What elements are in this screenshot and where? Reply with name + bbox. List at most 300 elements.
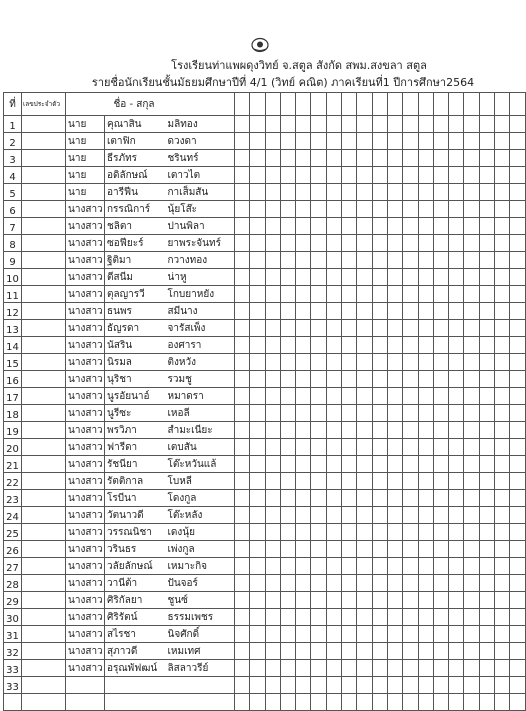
grid-cell (357, 303, 372, 320)
grid-cell (235, 592, 250, 609)
student-id-cell (22, 609, 66, 626)
grid-cell (510, 609, 525, 626)
grid-cell (342, 660, 357, 677)
grid-cell (403, 694, 418, 711)
grid-cell (296, 167, 311, 184)
grid-cell (311, 660, 326, 677)
name-prefix: นางสาว (66, 201, 105, 218)
grid-cell (296, 405, 311, 422)
grid-cell (387, 558, 402, 575)
name-prefix: นางสาว (66, 626, 105, 643)
grid-cell (403, 626, 418, 643)
grid-cell (265, 643, 280, 660)
grid-cell (433, 150, 448, 167)
table-row (4, 286, 526, 303)
last-name: สมีนาง (164, 303, 235, 320)
first-name: ธัญรดา (105, 320, 164, 337)
grid-cell (495, 252, 510, 269)
row-number: 23 (4, 490, 22, 507)
grid-cell (372, 320, 387, 337)
first-name: วัตนาวดี (105, 507, 164, 524)
table-header-row (4, 93, 526, 116)
grid-cell (342, 371, 357, 388)
row-number: 12 (4, 303, 22, 320)
grid-cell (510, 439, 525, 456)
student-id-cell (22, 201, 66, 218)
grid-cell (479, 218, 494, 235)
grid-cell (250, 252, 265, 269)
grid-cell (433, 286, 448, 303)
grid-cell (418, 116, 433, 133)
grid-cell (235, 694, 250, 711)
grid-cell (449, 677, 464, 694)
grid-cell (479, 388, 494, 405)
grid-cell (265, 507, 280, 524)
grid-cell (418, 490, 433, 507)
first-name: ซอฟียะร์ (105, 235, 164, 252)
grid-cell (403, 269, 418, 286)
grid-cell (372, 337, 387, 354)
grid-cell (372, 133, 387, 150)
grid-cell (311, 694, 326, 711)
name-prefix: นางสาว (66, 218, 105, 235)
grid-cell (372, 218, 387, 235)
grid-cell (280, 490, 295, 507)
grid-cell (433, 201, 448, 218)
grid-cell (403, 337, 418, 354)
grid-cell (479, 184, 494, 201)
grid-cell (280, 337, 295, 354)
grid-cell (387, 439, 402, 456)
grid-cell (449, 609, 464, 626)
row-number: 1 (4, 116, 22, 133)
student-id-cell (22, 643, 66, 660)
grid-cell (235, 235, 250, 252)
row-number: 3 (4, 150, 22, 167)
first-name: สุภาวดี (105, 643, 164, 660)
grid-cell (418, 337, 433, 354)
grid-cell (250, 388, 265, 405)
grid-cell (464, 609, 479, 626)
grid-cell (510, 490, 525, 507)
grid-cell (387, 218, 402, 235)
grid-cell (403, 133, 418, 150)
grid-cell (342, 405, 357, 422)
grid-cell (495, 507, 510, 524)
grid-cell (250, 422, 265, 439)
first-name: ศิริกัลยา (105, 592, 164, 609)
grid-cell (311, 133, 326, 150)
grid-cell (250, 133, 265, 150)
table-row (4, 235, 526, 252)
grid-cell (342, 609, 357, 626)
row-number: 33 (4, 660, 22, 677)
grid-cell (372, 303, 387, 320)
grid-cell (479, 371, 494, 388)
grid-cell (342, 320, 357, 337)
last-name: มลิทอง (164, 116, 235, 133)
grid-cell (495, 133, 510, 150)
grid-cell (449, 626, 464, 643)
grid-cell (479, 626, 494, 643)
grid-cell (342, 626, 357, 643)
column-header-name: ชื่อ - สกุล (105, 93, 164, 116)
grid-cell (235, 524, 250, 541)
grid-cell (387, 252, 402, 269)
first-name: นุริชา (105, 371, 164, 388)
grid-cell (311, 320, 326, 337)
grid-cell (433, 133, 448, 150)
first-name: ฟารีดา (105, 439, 164, 456)
grid-cell (387, 609, 402, 626)
row-number: 2 (4, 133, 22, 150)
student-id-cell (22, 575, 66, 592)
grid-cell (372, 541, 387, 558)
grid-header-cell (495, 93, 510, 116)
grid-cell (250, 439, 265, 456)
grid-cell (387, 456, 402, 473)
grid-cell (464, 167, 479, 184)
grid-cell (357, 286, 372, 303)
grid-cell (510, 660, 525, 677)
grid-cell (464, 524, 479, 541)
grid-cell (433, 677, 448, 694)
grid-cell (357, 558, 372, 575)
grid-cell (250, 354, 265, 371)
grid-cell (510, 371, 525, 388)
grid-header-cell (250, 93, 265, 116)
grid-cell (479, 167, 494, 184)
grid-cell (311, 507, 326, 524)
grid-cell (495, 320, 510, 337)
grid-cell (342, 167, 357, 184)
grid-cell (250, 235, 265, 252)
grid-cell (372, 150, 387, 167)
grid-cell (433, 252, 448, 269)
student-id-cell (22, 507, 66, 524)
grid-cell (418, 626, 433, 643)
grid-cell (510, 558, 525, 575)
row-number (4, 694, 22, 711)
grid-cell (464, 490, 479, 507)
grid-cell (433, 524, 448, 541)
grid-cell (403, 150, 418, 167)
grid-cell (326, 337, 341, 354)
grid-cell (433, 422, 448, 439)
first-name: อรุณพัฟฒน์ (105, 660, 164, 677)
table-row (4, 150, 526, 167)
name-prefix: นางสาว (66, 388, 105, 405)
grid-cell (357, 405, 372, 422)
last-name: เพ่งกูล (164, 541, 235, 558)
last-name: ติงหวัง (164, 354, 235, 371)
row-number: 20 (4, 439, 22, 456)
grid-cell (357, 388, 372, 405)
row-number: 22 (4, 473, 22, 490)
name-prefix: นาย (66, 116, 105, 133)
grid-cell (387, 592, 402, 609)
grid-cell (464, 507, 479, 524)
grid-cell (479, 201, 494, 218)
table-row (4, 405, 526, 422)
student-id-cell (22, 354, 66, 371)
grid-cell (357, 677, 372, 694)
grid-cell (357, 507, 372, 524)
name-prefix: นางสาว (66, 609, 105, 626)
name-prefix: นางสาว (66, 507, 105, 524)
grid-cell (235, 660, 250, 677)
grid-cell (418, 388, 433, 405)
last-name: เตาวไต (164, 167, 235, 184)
grid-cell (342, 116, 357, 133)
first-name: นิรมล (105, 354, 164, 371)
grid-cell (403, 354, 418, 371)
grid-cell (357, 201, 372, 218)
grid-cell (296, 507, 311, 524)
grid-cell (418, 677, 433, 694)
grid-cell (464, 422, 479, 439)
grid-cell (464, 303, 479, 320)
name-prefix: นาย (66, 184, 105, 201)
grid-cell (510, 252, 525, 269)
column-header-prefix-spacer (66, 93, 105, 116)
grid-cell (510, 541, 525, 558)
grid-cell (403, 320, 418, 337)
grid-cell (433, 269, 448, 286)
grid-cell (479, 575, 494, 592)
grid-cell (387, 184, 402, 201)
row-number: 33 (4, 677, 22, 694)
grid-cell (235, 558, 250, 575)
grid-cell (280, 609, 295, 626)
grid-cell (433, 303, 448, 320)
table-row (4, 609, 526, 626)
grid-cell (495, 473, 510, 490)
first-name: คุณาสิน (105, 116, 164, 133)
grid-cell (265, 388, 280, 405)
grid-cell (510, 626, 525, 643)
grid-cell (510, 524, 525, 541)
last-name: หมาดรา (164, 388, 235, 405)
grid-cell (280, 235, 295, 252)
grid-cell (311, 388, 326, 405)
grid-cell (433, 626, 448, 643)
grid-cell (311, 201, 326, 218)
grid-cell (265, 439, 280, 456)
grid-cell (387, 371, 402, 388)
row-number: 19 (4, 422, 22, 439)
grid-cell (280, 116, 295, 133)
grid-cell (372, 524, 387, 541)
row-number: 7 (4, 218, 22, 235)
grid-cell (479, 473, 494, 490)
grid-cell (449, 201, 464, 218)
grid-cell (495, 626, 510, 643)
first-name: รัชนียา (105, 456, 164, 473)
grid-cell (280, 507, 295, 524)
grid-cell (265, 626, 280, 643)
column-header-name-spacer (164, 93, 235, 116)
grid-cell (495, 405, 510, 422)
grid-cell (403, 116, 418, 133)
grid-header-cell (418, 93, 433, 116)
table-row (4, 507, 526, 524)
last-name (164, 694, 235, 711)
grid-cell (296, 660, 311, 677)
last-name: ชูนซ์ (164, 592, 235, 609)
first-name (105, 694, 164, 711)
grid-cell (403, 592, 418, 609)
student-id-cell (22, 439, 66, 456)
grid-cell (449, 269, 464, 286)
grid-cell (235, 320, 250, 337)
grid-cell (326, 184, 341, 201)
grid-cell (265, 490, 280, 507)
grid-cell (372, 490, 387, 507)
grid-header-cell (372, 93, 387, 116)
name-prefix: นางสาว (66, 354, 105, 371)
grid-cell (510, 303, 525, 320)
table-row (4, 592, 526, 609)
grid-cell (403, 490, 418, 507)
grid-cell (495, 456, 510, 473)
student-id-cell (22, 405, 66, 422)
grid-cell (510, 473, 525, 490)
first-name: ฐิติมา (105, 252, 164, 269)
grid-cell (342, 524, 357, 541)
grid-cell (449, 405, 464, 422)
grid-cell (495, 218, 510, 235)
grid-cell (357, 456, 372, 473)
grid-cell (265, 541, 280, 558)
grid-cell (418, 405, 433, 422)
grid-cell (311, 677, 326, 694)
grid-cell (372, 286, 387, 303)
table-row (4, 524, 526, 541)
grid-cell (387, 405, 402, 422)
grid-cell (311, 592, 326, 609)
grid-cell (342, 201, 357, 218)
grid-cell (449, 354, 464, 371)
table-row (4, 575, 526, 592)
grid-cell (449, 150, 464, 167)
grid-cell (479, 456, 494, 473)
grid-cell (250, 218, 265, 235)
grid-cell (357, 575, 372, 592)
grid-cell (357, 252, 372, 269)
student-id-cell (22, 677, 66, 694)
grid-cell (433, 371, 448, 388)
grid-cell (342, 643, 357, 660)
student-id-cell (22, 320, 66, 337)
grid-cell (403, 558, 418, 575)
grid-cell (510, 133, 525, 150)
grid-cell (342, 303, 357, 320)
table-row (4, 643, 526, 660)
grid-cell (265, 201, 280, 218)
student-id-cell (22, 388, 66, 405)
first-name: วานีต้า (105, 575, 164, 592)
grid-cell (265, 354, 280, 371)
grid-cell (296, 541, 311, 558)
grid-cell (449, 286, 464, 303)
grid-cell (311, 371, 326, 388)
grid-header-cell (326, 93, 341, 116)
grid-cell (403, 524, 418, 541)
grid-cell (433, 575, 448, 592)
last-name: โต๊ะหลัง (164, 507, 235, 524)
grid-cell (311, 490, 326, 507)
grid-cell (495, 167, 510, 184)
grid-cell (296, 422, 311, 439)
grid-cell (235, 677, 250, 694)
grid-cell (510, 167, 525, 184)
grid-cell (265, 303, 280, 320)
grid-cell (296, 184, 311, 201)
grid-cell (403, 201, 418, 218)
grid-cell (464, 626, 479, 643)
grid-cell (403, 439, 418, 456)
grid-cell (357, 660, 372, 677)
grid-cell (418, 524, 433, 541)
grid-header-cell (403, 93, 418, 116)
grid-cell (342, 541, 357, 558)
grid-cell (296, 558, 311, 575)
grid-cell (495, 643, 510, 660)
first-name: อารีฟีน (105, 184, 164, 201)
grid-cell (510, 337, 525, 354)
grid-cell (265, 337, 280, 354)
grid-cell (250, 541, 265, 558)
grid-cell (296, 235, 311, 252)
grid-cell (326, 439, 341, 456)
grid-cell (326, 133, 341, 150)
grid-cell (372, 235, 387, 252)
grid-cell (311, 150, 326, 167)
grid-cell (433, 541, 448, 558)
grid-cell (296, 133, 311, 150)
name-prefix: นาย (66, 167, 105, 184)
grid-cell (280, 184, 295, 201)
student-id-cell (22, 490, 66, 507)
grid-cell (235, 507, 250, 524)
grid-cell (433, 507, 448, 524)
table-row (4, 133, 526, 150)
grid-cell (342, 354, 357, 371)
grid-cell (495, 660, 510, 677)
grid-cell (510, 184, 525, 201)
grid-cell (464, 116, 479, 133)
grid-cell (357, 371, 372, 388)
grid-cell (418, 507, 433, 524)
grid-cell (296, 609, 311, 626)
grid-cell (403, 575, 418, 592)
grid-cell (296, 592, 311, 609)
grid-cell (326, 490, 341, 507)
row-number: 32 (4, 643, 22, 660)
grid-cell (403, 422, 418, 439)
grid-cell (235, 643, 250, 660)
grid-cell (250, 660, 265, 677)
grid-header-cell (235, 93, 250, 116)
school-emblem-icon (250, 37, 270, 53)
table-row (4, 167, 526, 184)
grid-cell (372, 116, 387, 133)
grid-cell (495, 677, 510, 694)
grid-cell (403, 507, 418, 524)
grid-cell (510, 201, 525, 218)
grid-cell (311, 252, 326, 269)
